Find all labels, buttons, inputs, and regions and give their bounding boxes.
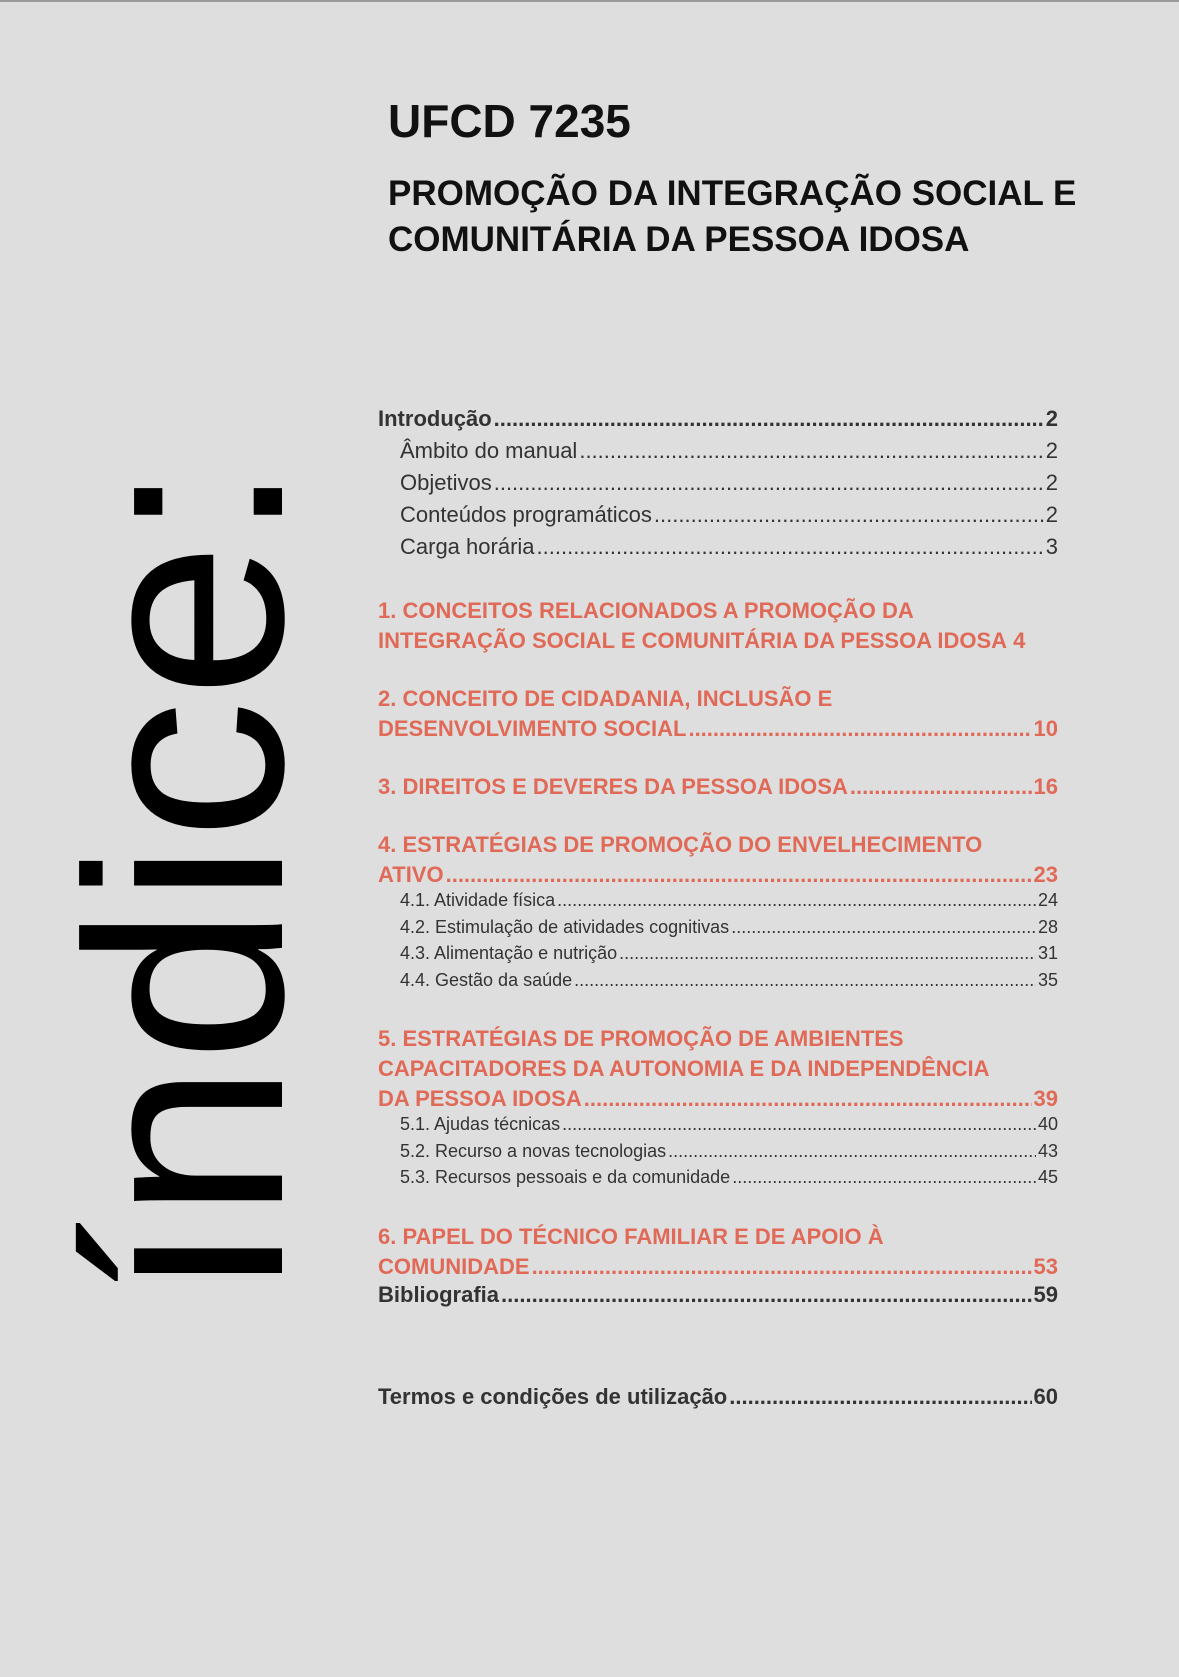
toc-entry-label: Âmbito do manual	[400, 438, 578, 463]
toc-chapter-line: 5. ESTRATÉGIAS DE PROMOÇÃO DE AMBIENTES	[378, 1026, 904, 1051]
dot-leader	[850, 772, 1032, 802]
toc-entry-page: 24	[1037, 890, 1058, 910]
toc-entry[interactable]	[378, 470, 1058, 502]
dot-leader	[532, 1252, 1032, 1282]
toc-chapter-line: ATIVO	[378, 862, 444, 887]
dot-leader	[494, 406, 1044, 432]
dot-leader	[732, 1167, 1036, 1188]
dot-leader	[494, 470, 1044, 496]
toc-entry-label: 4.2. Estimulação de atividades cognitivas	[400, 916, 730, 937]
toc-subentry[interactable]	[378, 1167, 1058, 1194]
toc-chapter-line: DESENVOLVIMENTO SOCIAL	[378, 716, 687, 741]
dot-leader	[537, 534, 1044, 560]
course-title-line2: COMUNITÁRIA DA PESSOA IDOSA	[388, 219, 970, 259]
document-header	[388, 96, 1088, 263]
course-title-line1: PROMOÇÃO DA INTEGRAÇÃO SOCIAL E	[388, 173, 1077, 213]
side-title: índice:	[30, 460, 342, 1300]
toc-chapter-3[interactable]	[378, 772, 1058, 802]
toc-entry-label: 4.1. Atividade física	[400, 890, 556, 910]
toc-entry-page: 35	[1037, 969, 1058, 990]
dot-leader	[654, 502, 1044, 528]
toc-chapter-line: 4. ESTRATÉGIAS DE PROMOÇÃO DO ENVELHECIMENTO	[378, 832, 983, 857]
toc-entry-label: Objetivos	[400, 470, 492, 495]
toc-entry-page: 16	[1033, 774, 1058, 799]
toc-chapter-line: INTEGRAÇÃO SOCIAL E COMUNITÁRIA DA PESSOA IDOSA	[378, 628, 1008, 653]
toc-subentry[interactable]	[378, 1141, 1058, 1168]
toc-entry-label: Conteúdos programáticos	[400, 502, 652, 527]
toc-entry-page: 2	[1045, 406, 1058, 431]
toc-entry-page: 59	[1033, 1281, 1058, 1307]
toc-entry-page: 2	[1045, 502, 1058, 527]
toc-subentry[interactable]	[378, 1114, 1058, 1141]
dot-leader	[619, 943, 1036, 964]
toc-entry-page: 28	[1037, 916, 1058, 937]
table-of-contents	[378, 406, 1058, 1416]
toc-chapter-1[interactable]	[378, 596, 1058, 656]
toc-entry-terms[interactable]	[378, 1384, 1058, 1416]
dot-leader	[584, 1084, 1032, 1114]
toc-entry-label: 4.3. Alimentação e nutrição	[400, 943, 618, 963]
toc-entry-page: 10	[1033, 716, 1058, 741]
toc-chapter-4[interactable]	[378, 830, 1058, 890]
dot-leader	[446, 860, 1032, 890]
toc-subentry[interactable]	[378, 890, 1058, 917]
dot-leader	[668, 1141, 1036, 1162]
toc-chapter-line: 6. PAPEL DO TÉCNICO FAMILIAR E DE APOIO À	[378, 1223, 884, 1249]
toc-chapter-5[interactable]	[378, 1024, 1058, 1114]
toc-entry-page: 3	[1045, 534, 1058, 559]
dot-leader	[729, 1384, 1031, 1410]
course-code: UFCD 7235	[388, 95, 631, 147]
toc-chapter-2[interactable]	[378, 684, 1058, 744]
toc-chapter-line: 3. DIREITOS E DEVERES DA PESSOA IDOSA	[378, 774, 848, 799]
toc-subentry[interactable]	[378, 917, 1058, 944]
dot-leader	[574, 970, 1036, 991]
toc-entry-label: Bibliografia	[378, 1281, 500, 1307]
toc-entry-intro[interactable]	[378, 406, 1058, 438]
toc-entry-page: 39	[1033, 1086, 1058, 1111]
toc-entry-label: 5.1. Ajudas técnicas	[400, 1114, 561, 1134]
toc-entry-label: 5.3. Recursos pessoais e da comunidade	[400, 1167, 731, 1187]
toc-entry-page: 60	[1033, 1383, 1058, 1409]
toc-chapter-line: COMUNIDADE	[378, 1253, 530, 1279]
dot-leader	[501, 1282, 1032, 1308]
toc-entry-label: 5.2. Recurso a novas tecnologias	[400, 1140, 667, 1161]
dot-leader	[688, 714, 1031, 744]
toc-entry-page: 40	[1037, 1114, 1058, 1134]
toc-entry-page: 45	[1037, 1167, 1058, 1187]
course-title	[388, 171, 1088, 263]
toc-entry-page: 23	[1033, 862, 1058, 887]
toc-entry-label: Carga horária	[400, 534, 535, 559]
toc-entry-page: 43	[1037, 1140, 1058, 1161]
toc-entry[interactable]	[378, 534, 1058, 566]
top-rule	[0, 0, 1179, 2]
toc-entry-label: Introdução	[378, 406, 492, 431]
toc-entry-page: 53	[1033, 1253, 1058, 1279]
toc-entry-page: 2	[1045, 438, 1058, 463]
dot-leader	[562, 1114, 1036, 1135]
toc-chapter-line: 1. CONCEITOS RELACIONADOS A PROMOÇÃO DA	[378, 598, 914, 623]
toc-subentry[interactable]	[378, 970, 1058, 997]
toc-entry-label: 4.4. Gestão da saúde	[400, 969, 573, 990]
toc-entry-page: 4	[1013, 628, 1026, 653]
toc-chapter-line: 2. CONCEITO DE CIDADANIA, INCLUSÃO E	[378, 686, 833, 711]
toc-chapter-6[interactable]	[378, 1222, 1058, 1282]
toc-chapter-line: CAPACITADORES DA AUTONOMIA E DA INDEPENDÊNCIA	[378, 1056, 990, 1081]
dot-leader	[557, 890, 1036, 911]
toc-chapter-line: DA PESSOA IDOSA	[378, 1086, 582, 1111]
toc-entry[interactable]	[378, 438, 1058, 470]
dot-leader	[731, 917, 1036, 938]
toc-entry-bibliography[interactable]	[378, 1282, 1058, 1314]
toc-entry-label: Termos e condições de utilização	[378, 1383, 728, 1409]
dot-leader	[579, 438, 1043, 464]
toc-entry[interactable]	[378, 502, 1058, 534]
toc-entry-page: 31	[1037, 943, 1058, 963]
toc-subentry[interactable]	[378, 943, 1058, 970]
toc-entry-page: 2	[1045, 470, 1058, 495]
